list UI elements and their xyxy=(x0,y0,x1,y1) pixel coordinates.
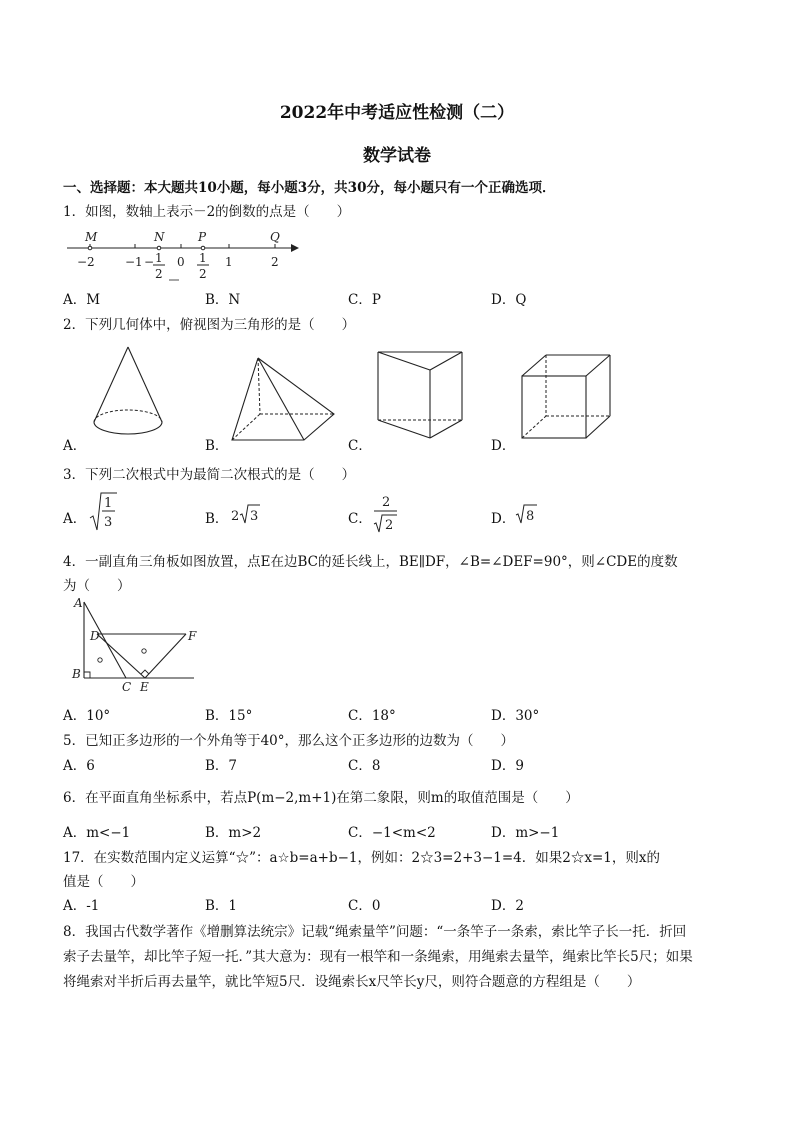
tick-zero: 0 xyxy=(177,255,185,269)
q3-option-c-expression xyxy=(373,492,401,534)
point-N xyxy=(157,246,161,250)
q1-option-d: D．Q xyxy=(491,292,527,308)
q2-option-d: D． xyxy=(491,438,516,454)
q3-option-c-label: C． xyxy=(348,511,372,527)
question-4-line-1: 4．一副直角三角板如图放置，点E在边BC的延长线上，BE∥DF，∠B=∠DEF=90°，则∠CDE的度数 xyxy=(63,554,678,570)
q7-option-b: B．1 xyxy=(205,898,238,914)
q4-option-a: A．10° xyxy=(63,708,111,724)
question-8-line-1: 8．我国古代数学著作《增删算法统宗》记载“绳索量竿”问题：“一条竿子一条索，索比竿子长一托．折回 xyxy=(63,924,687,940)
q5-option-d: D．9 xyxy=(491,758,524,774)
question-8-line-3: 将绳索对半折后再去量竿，就比竿短5尺．设绳索长x尺竿长y尺，则符合题意的方程组是（ ） xyxy=(63,974,641,990)
question-5-stem: 5．已知正多边形的一个外角等于40°，那么这个正多边形的边数为（ ） xyxy=(63,733,515,749)
q3-d-radicand: 8 xyxy=(526,509,535,524)
question-8-line-2: 索子去量竿，却比竿子短一托．”其大意为：现有一根竿和一条绳索，用绳索去量竿，绳索比竿长5尺；如果 xyxy=(63,949,693,965)
label-Q: Q xyxy=(270,230,280,244)
cube-figure xyxy=(518,352,614,442)
figure-label-A: A xyxy=(74,596,83,610)
q2-option-b: B． xyxy=(205,438,229,454)
section-heading: 一、选择题：本大题共10小题，每小题3分，共30分，每小题只有一个正确选项． xyxy=(63,180,556,196)
q7-option-c: C．0 xyxy=(348,898,381,914)
q4-option-d: D．30° xyxy=(491,708,540,724)
q2-option-c: C． xyxy=(348,438,372,454)
question-7-line-1: 17．在实数范围内定义运算“☆”：a☆b=a+b−1，例如：2☆3=2+3−1=4．如果2☆x=1，则x的 xyxy=(63,850,660,866)
q4-option-c: C．18° xyxy=(348,708,396,724)
q3-option-b-expression xyxy=(230,502,264,526)
page-subtitle: 数学试卷 xyxy=(363,146,431,166)
q4-option-b: B．15° xyxy=(205,708,253,724)
tick-two: 2 xyxy=(271,255,279,269)
q3-option-d-label: D． xyxy=(491,511,516,527)
q6-option-d: D．m>−1 xyxy=(491,825,560,841)
q3-a-denominator: 3 xyxy=(104,515,113,530)
q3-b-coefficient: 2 xyxy=(231,509,240,524)
tick-neg-half-den: 2 xyxy=(155,267,163,281)
q3-a-numerator: 1 xyxy=(104,496,113,511)
point-M xyxy=(88,246,92,250)
question-1-stem: 1．如图，数轴上表示－2的倒数的点是（ ） xyxy=(63,204,351,220)
question-4-line-2: 为（ ） xyxy=(63,578,131,594)
tick-neg-half-num: 1 xyxy=(155,251,163,265)
q7-option-d: D．2 xyxy=(491,898,524,914)
tick-neg2: −2 xyxy=(77,255,95,269)
point-P xyxy=(201,246,205,250)
tick-half-den: 2 xyxy=(199,267,207,281)
label-M: M xyxy=(85,230,98,244)
label-N: N xyxy=(154,230,165,244)
q3-option-d-expression xyxy=(515,502,541,526)
figure-label-D: D xyxy=(90,629,100,643)
q3-b-radicand: 3 xyxy=(250,509,259,524)
number-line-figure xyxy=(63,228,303,286)
question-7-line-2: 值是（ ） xyxy=(63,874,144,890)
q3-c-radicand: 2 xyxy=(385,518,394,533)
q5-option-c: C．8 xyxy=(348,758,381,774)
q3-option-a-expression xyxy=(89,490,119,534)
triangle-set-figure xyxy=(66,596,206,696)
figure-label-C: C xyxy=(122,680,132,694)
triangular-prism-figure xyxy=(374,348,466,442)
q1-option-a: A．M xyxy=(63,292,101,308)
page-title: 2022年中考适应性检测（二） xyxy=(279,103,515,123)
question-3-stem: 3．下列二次根式中为最简二次根式的是（ ） xyxy=(63,467,356,483)
q6-option-b: B．m>2 xyxy=(205,825,262,841)
figure-label-B: B xyxy=(72,667,81,681)
q5-option-a: A．6 xyxy=(63,758,95,774)
q3-c-numerator: 2 xyxy=(382,495,391,510)
question-6-stem: 6．在平面直角坐标系中，若点P(m−2,m+1)在第二象限，则m的取值范围是（ ） xyxy=(63,790,579,806)
cone-figure xyxy=(90,344,170,440)
figure-label-E: E xyxy=(140,680,149,694)
label-P: P xyxy=(198,230,207,244)
figure-label-F: F xyxy=(188,629,197,643)
q6-option-a: A．m<−1 xyxy=(63,825,131,841)
tick-one: 1 xyxy=(225,255,233,269)
q2-option-a: A． xyxy=(63,438,87,454)
question-2-stem: 2．下列几何体中，俯视图为三角形的是（ ） xyxy=(63,317,356,333)
q6-option-c: C．−1<m<2 xyxy=(348,825,436,841)
q5-option-b: B．7 xyxy=(205,758,238,774)
q7-option-a: A．-1 xyxy=(63,898,100,914)
q3-option-a-label: A． xyxy=(63,511,87,527)
tick-half-num: 1 xyxy=(199,251,207,265)
pyramid-figure xyxy=(228,354,340,442)
q3-option-b-label: B． xyxy=(205,511,229,527)
tick-neg1: −1 xyxy=(125,255,143,269)
tick-minus-sign: − xyxy=(144,255,155,269)
q1-option-b: B．N xyxy=(205,292,241,308)
q1-option-c: C．P xyxy=(348,292,381,308)
